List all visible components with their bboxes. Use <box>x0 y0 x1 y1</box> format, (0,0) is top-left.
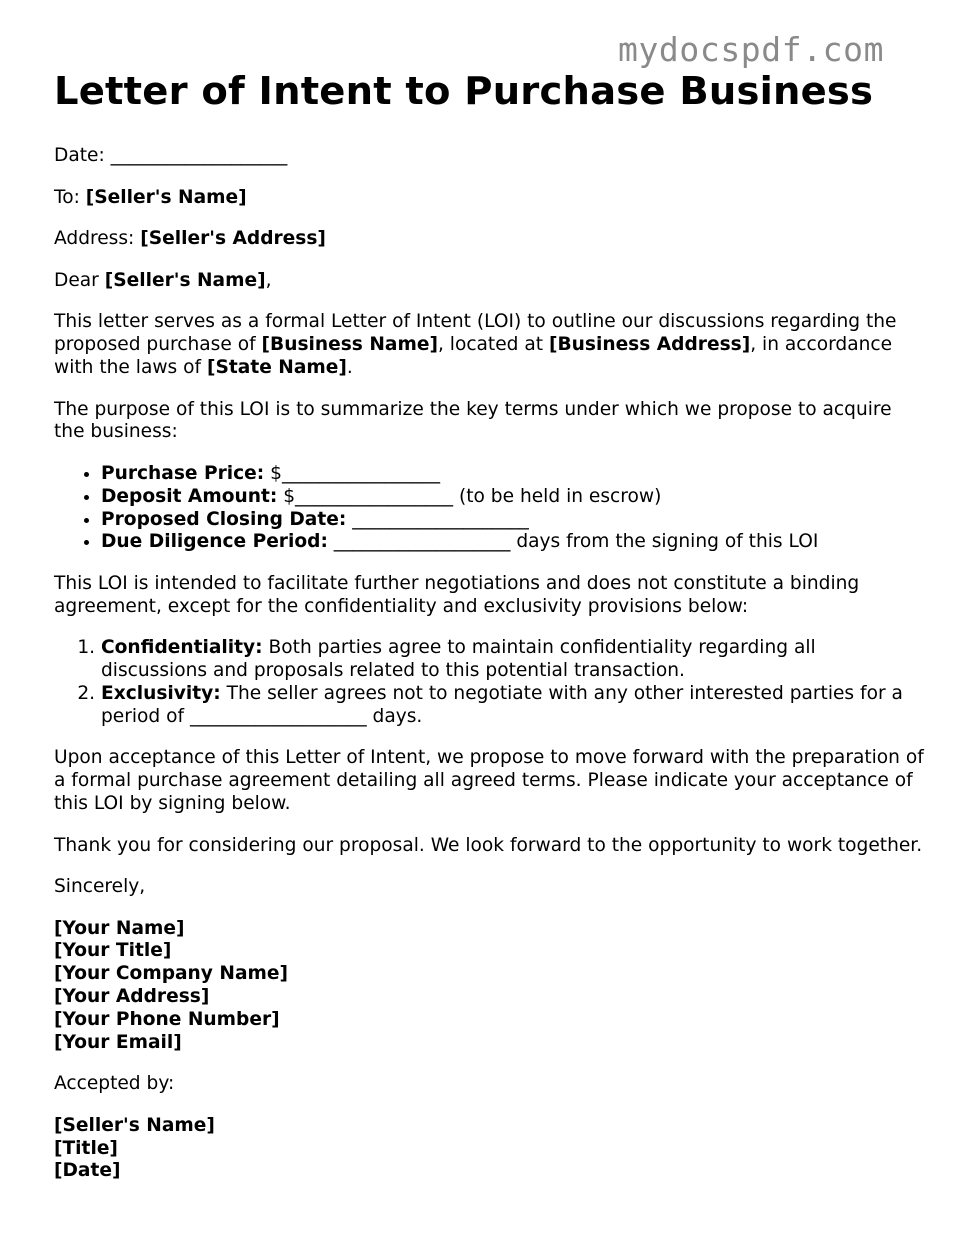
salutation-suffix: , <box>265 269 272 291</box>
sender-title: [Your Title] <box>54 940 172 962</box>
term-label: Proposed Closing Date: <box>101 508 347 530</box>
provision-text: The seller agrees not to negotiate with any other interested parties for a period of ___________________ days. <box>101 682 903 727</box>
term-text: $_________________ <box>264 462 441 484</box>
seller-signature-block <box>54 1115 924 1183</box>
intro-text-4: . <box>346 356 353 378</box>
seller-name: [Seller's Name] <box>54 1114 215 1136</box>
intro-text-2: , located at <box>437 334 544 356</box>
sender-name: [Your Name] <box>54 917 185 939</box>
provisions-list <box>54 637 924 728</box>
term-label: Purchase Price: <box>101 462 265 484</box>
address-label: Address: <box>54 228 135 250</box>
address-line <box>54 228 924 251</box>
term-item <box>101 531 924 554</box>
salutation-prefix: Dear <box>54 269 99 291</box>
to-line <box>54 187 924 210</box>
state-name: [State Name] <box>207 356 347 378</box>
to-value: [Seller's Name] <box>85 186 247 208</box>
term-item <box>101 486 924 509</box>
purpose-paragraph: The purpose of this LOI is to summarize the key terms under which we propose to acquire the business: <box>54 398 892 443</box>
closing: Sincerely, <box>54 876 146 898</box>
address-value: [Seller's Address] <box>140 228 326 250</box>
document <box>54 70 924 1202</box>
sender-company: [Your Company Name] <box>54 963 288 985</box>
salutation <box>54 270 924 293</box>
date-blank: ___________________ <box>110 145 288 166</box>
to-label: To: <box>54 186 80 208</box>
intro-text-1: This letter serves as a formal Letter of Intent (LOI) to outline our discussions regarding the proposed purchase of <box>54 311 897 356</box>
page-title: Letter of Intent to Purchase Business <box>54 69 874 114</box>
term-item <box>101 463 924 486</box>
term-label: Deposit Amount: <box>101 485 278 507</box>
seller-title: [Title] <box>54 1137 118 1159</box>
seller-date: [Date] <box>54 1160 121 1182</box>
provision-label: Exclusivity: <box>101 682 221 704</box>
term-text: ___________________ days from the signing of this LOI <box>327 531 819 553</box>
provision-item <box>101 637 924 683</box>
business-address: [Business Address] <box>548 334 751 356</box>
acceptance-paragraph: Upon acceptance of this Letter of Intent, we propose to move forward with the preparation of a formal purchase agreement detailing all agreed terms. Please indicate your acceptance of this LOI by signing below. <box>54 747 924 814</box>
nonbinding-paragraph: This LOI is intended to facilitate further negotiations and does not constitute a binding agreement, except for the confidentiality and exclusivity provisions below: <box>54 572 860 617</box>
key-terms-list <box>54 463 924 554</box>
business-name: [Business Name] <box>261 334 438 356</box>
thanks-paragraph: Thank you for considering our proposal. We look forward to the opportunity to work together. <box>54 834 923 856</box>
date-line <box>54 145 924 168</box>
sender-phone: [Your Phone Number] <box>54 1008 280 1030</box>
term-text: $_________________ (to be held in escrow) <box>277 485 662 507</box>
term-label: Due Diligence Period: <box>101 531 328 553</box>
term-text: ___________________ <box>346 508 529 530</box>
date-label: Date: <box>54 145 105 166</box>
salutation-name: [Seller's Name] <box>104 269 266 291</box>
accepted-by-label: Accepted by: <box>54 1073 175 1095</box>
watermark: mydocspdf.com <box>618 30 885 69</box>
sender-signature-block <box>54 918 924 1055</box>
term-item <box>101 509 924 532</box>
provision-label: Confidentiality: <box>101 637 263 659</box>
sender-email: [Your Email] <box>54 1031 182 1053</box>
intro-paragraph <box>54 311 924 379</box>
provision-item <box>101 683 924 729</box>
intro-text-3: , in accordance with the laws of <box>54 334 893 378</box>
provision-text: Both parties agree to maintain confidentiality regarding all discussions and proposals related to this potential transaction. <box>101 637 816 682</box>
sender-address: [Your Address] <box>54 986 210 1008</box>
